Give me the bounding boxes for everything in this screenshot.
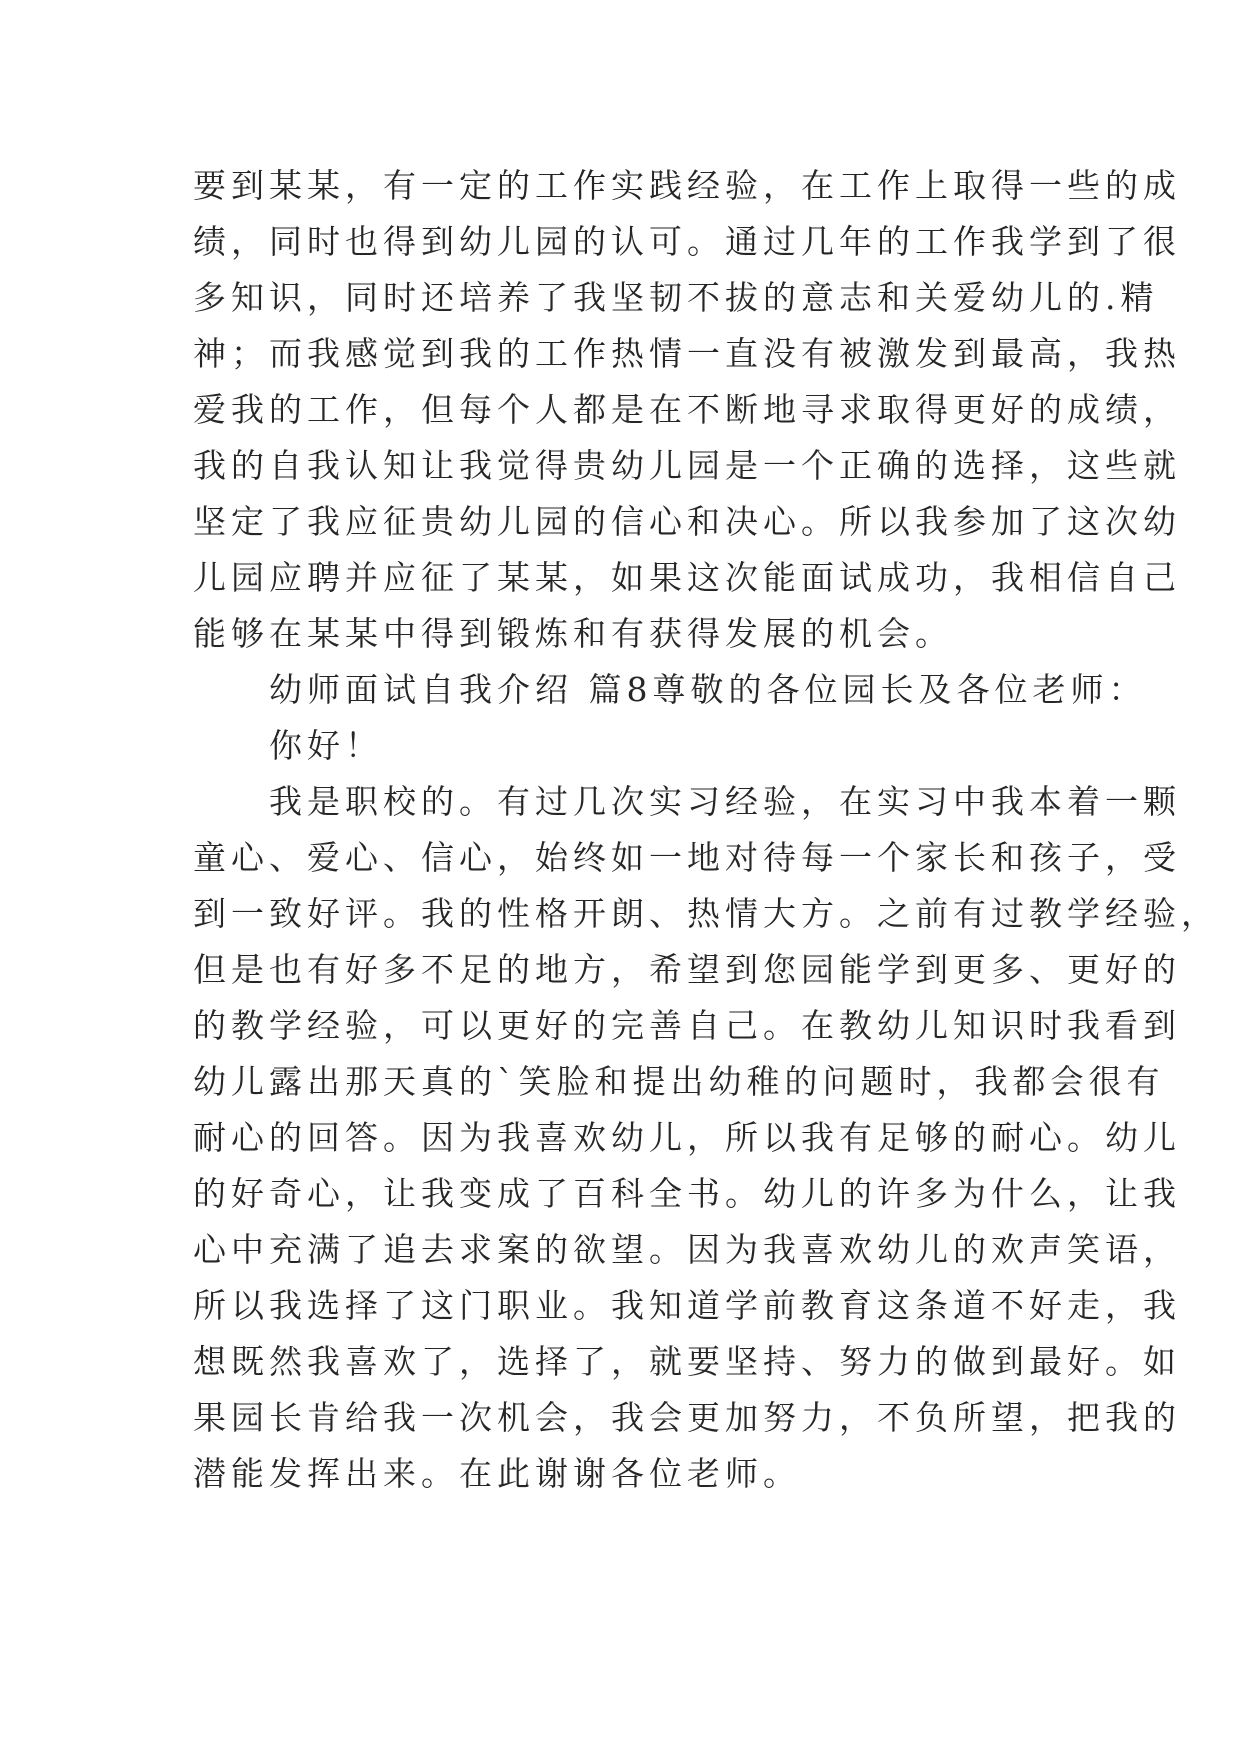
text-line: 的好奇心，让我变成了百科全书。幼儿的许多为什么，让我 xyxy=(193,1174,1181,1213)
text-line: 潜能发挥出来。在此谢谢各位老师。 xyxy=(193,1454,801,1493)
text-line: 绩，同时也得到幼儿园的认可。通过几年的工作我学到了很 xyxy=(193,222,1181,261)
text-line: 幼儿露出那天真的`笑脸和提出幼稚的问题时，我都会很有 xyxy=(193,1062,1165,1101)
text-line: 到一致好评。我的性格开朗、热情大方。之前有过教学经验， xyxy=(193,894,1219,933)
text-line: 坚定了我应征贵幼儿园的信心和决心。所以我参加了这次幼 xyxy=(193,502,1181,541)
text-line: 所以我选择了这门职业。我知道学前教育这条道不好走，我 xyxy=(193,1286,1181,1325)
text-line: 儿园应聘并应征了某某，如果这次能面试成功，我相信自己 xyxy=(193,558,1181,597)
text-line: 要到某某，有一定的工作实践经验，在工作上取得一些的成 xyxy=(193,166,1181,205)
section-heading-line: 幼师面试自我介绍 篇8尊敬的各位园长及各位老师： xyxy=(269,670,1147,709)
text-line: 我是职校的。有过几次实习经验，在实习中我本着一颗 xyxy=(269,782,1181,821)
document-body xyxy=(193,158,1219,1502)
text-line: 但是也有好多不足的地方，希望到您园能学到更多、更好的 xyxy=(193,950,1181,989)
greeting-line: 你好！ xyxy=(269,726,383,765)
text-line: 耐心的回答。因为我喜欢幼儿，所以我有足够的耐心。幼儿 xyxy=(193,1118,1181,1157)
text-line: 多知识，同时还培养了我坚韧不拔的意志和关爱幼儿的.精 xyxy=(193,278,1159,317)
text-line: 果园长肯给我一次机会，我会更加努力，不负所望，把我的 xyxy=(193,1398,1181,1437)
text-line: 爱我的工作，但每个人都是在不断地寻求取得更好的成绩， xyxy=(193,390,1181,429)
text-line: 能够在某某中得到锻炼和有获得发展的机会。 xyxy=(193,614,953,653)
text-line: 的教学经验，可以更好的完善自己。在教幼儿知识时我看到 xyxy=(193,1006,1181,1045)
text-line: 想既然我喜欢了，选择了，就要坚持、努力的做到最好。如 xyxy=(193,1342,1181,1381)
text-line: 童心、爱心、信心，始终如一地对待每一个家长和孩子，受 xyxy=(193,838,1181,877)
text-line: 心中充满了追去求案的欲望。因为我喜欢幼儿的欢声笑语， xyxy=(193,1230,1181,1269)
text-line: 我的自我认知让我觉得贵幼儿园是一个正确的选择，这些就 xyxy=(193,446,1181,485)
text-line: 神；而我感觉到我的工作热情一直没有被激发到最高，我热 xyxy=(193,334,1181,373)
